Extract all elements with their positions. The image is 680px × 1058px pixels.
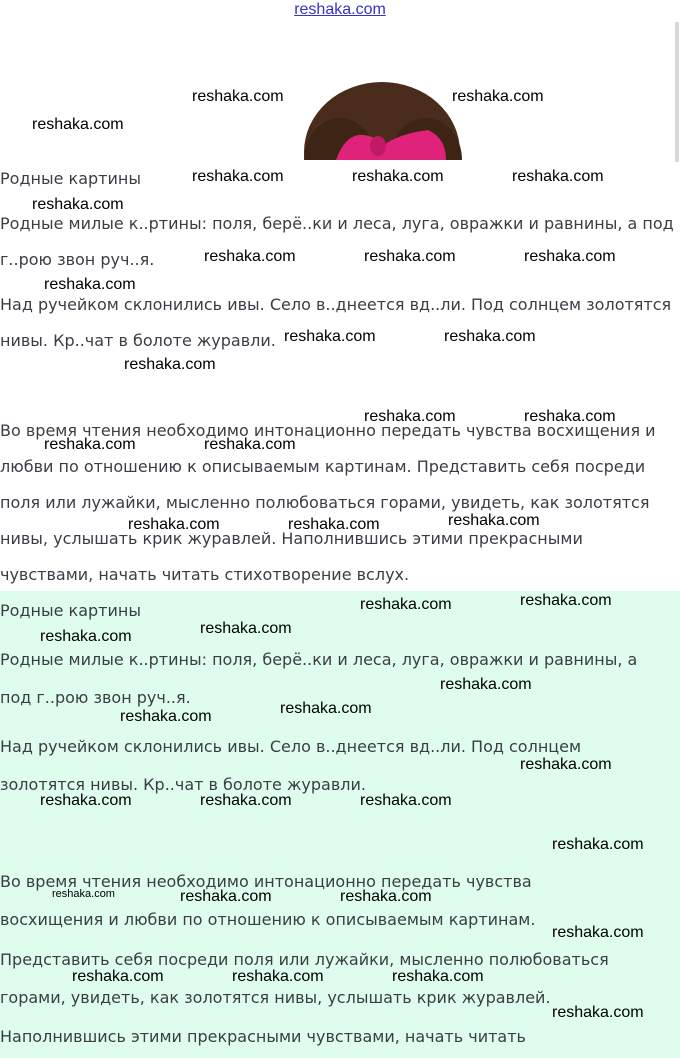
original-poem-line: Над ручейком склонились ивы. Село в..днеется вд..ли. Под солнцем золотятся (0, 295, 672, 314)
watermark: reshaka.com (180, 888, 272, 905)
answer-poem-line: под г..рою звон руч..я. (0, 688, 191, 707)
watermark: reshaka.com (520, 592, 612, 609)
answer-note-line: горами, увидеть, как золотятся нивы, услышать крик журавлей. (0, 988, 551, 1007)
watermark: reshaka.com (44, 276, 136, 293)
scrollbar[interactable] (675, 22, 679, 162)
watermark: reshaka.com (32, 196, 124, 213)
watermark: reshaka.com (512, 168, 604, 185)
watermark: reshaka.com (232, 968, 324, 985)
watermark: reshaka.com (364, 408, 456, 425)
answer-note-line: Представить себя посреди поля или лужайки, мысленно полюбоваться (0, 950, 609, 969)
watermark: reshaka.com (280, 700, 372, 717)
watermark: reshaka.com (440, 676, 532, 693)
watermark: reshaka.com (128, 516, 220, 533)
watermark: reshaka.com (444, 328, 536, 345)
watermark: reshaka.com (524, 248, 616, 265)
watermark: reshaka.com (360, 792, 452, 809)
watermark: reshaka.com (448, 512, 540, 529)
original-poem-line: Родные милые к..ртины: поля, берё..ки и леса, луга, овражки и равнины, а под (0, 214, 674, 233)
watermark: reshaka.com (552, 1004, 644, 1021)
watermark: reshaka.com (52, 888, 115, 900)
watermark: reshaka.com (192, 168, 284, 185)
original-poem-line: нивы. Кр..чат в болоте журавли. (0, 331, 276, 350)
girl-illustration (296, 64, 474, 160)
watermark: reshaka.com (520, 756, 612, 773)
answer-poem-line: Над ручейком склонились ивы. Село в..днеется вд..ли. Под солнцем (0, 737, 582, 756)
watermark: reshaka.com (452, 88, 544, 105)
watermark: reshaka.com (524, 408, 616, 425)
watermark: reshaka.com (200, 792, 292, 809)
watermark: reshaka.com (44, 436, 136, 453)
watermark: reshaka.com (392, 968, 484, 985)
original-title: Родные картины (0, 169, 141, 188)
answer-note-line: Во время чтения необходимо интонационно передать чувства (0, 872, 532, 891)
watermark: reshaka.com (204, 248, 296, 265)
watermark: reshaka.com (192, 88, 284, 105)
original-poem-line: г..рою звон руч..я. (0, 250, 155, 269)
watermark: reshaka.com (288, 516, 380, 533)
original-note-line: поля или лужайки, мысленно полюбоваться горами, увидеть, как золотятся (0, 493, 650, 512)
watermark: reshaka.com (200, 620, 292, 637)
watermark: reshaka.com (284, 328, 376, 345)
watermark: reshaka.com (552, 924, 644, 941)
original-note-line: Во время чтения необходимо интонационно передать чувства восхищения и (0, 421, 656, 440)
answer-poem-line: золотятся нивы. Кр..чат в болоте журавли. (0, 775, 366, 794)
watermark: reshaka.com (40, 792, 132, 809)
original-note-line: нивы, услышать крик журавлей. Наполнившись этими прекрасными (0, 529, 583, 548)
watermark: reshaka.com (352, 168, 444, 185)
answer-poem-line: Родные милые к..ртины: поля, берё..ки и леса, луга, овражки и равнины, а (0, 650, 638, 669)
watermark: reshaka.com (120, 708, 212, 725)
watermark: reshaka.com (552, 836, 644, 853)
watermark: reshaka.com (72, 968, 164, 985)
watermark: reshaka.com (40, 628, 132, 645)
watermark: reshaka.com (360, 596, 452, 613)
answer-title: Родные картины (0, 601, 141, 620)
watermark: reshaka.com (204, 436, 296, 453)
watermark: reshaka.com (32, 116, 124, 133)
watermark: reshaka.com (364, 248, 456, 265)
watermark: reshaka.com (124, 356, 216, 373)
original-note-line: любви по отношению к описываемым картинам. Представить себя посреди (0, 457, 646, 476)
answer-note-line: Наполнившись этими прекрасными чувствами, начать читать (0, 1027, 526, 1046)
watermark: reshaka.com (340, 888, 432, 905)
original-note-line: чувствами, начать читать стихотворение вслух. (0, 565, 410, 584)
site-link[interactable]: reshaka.com (294, 1, 386, 18)
answer-note-line: восхищения и любви по отношению к описываемым картинам. (0, 910, 536, 929)
